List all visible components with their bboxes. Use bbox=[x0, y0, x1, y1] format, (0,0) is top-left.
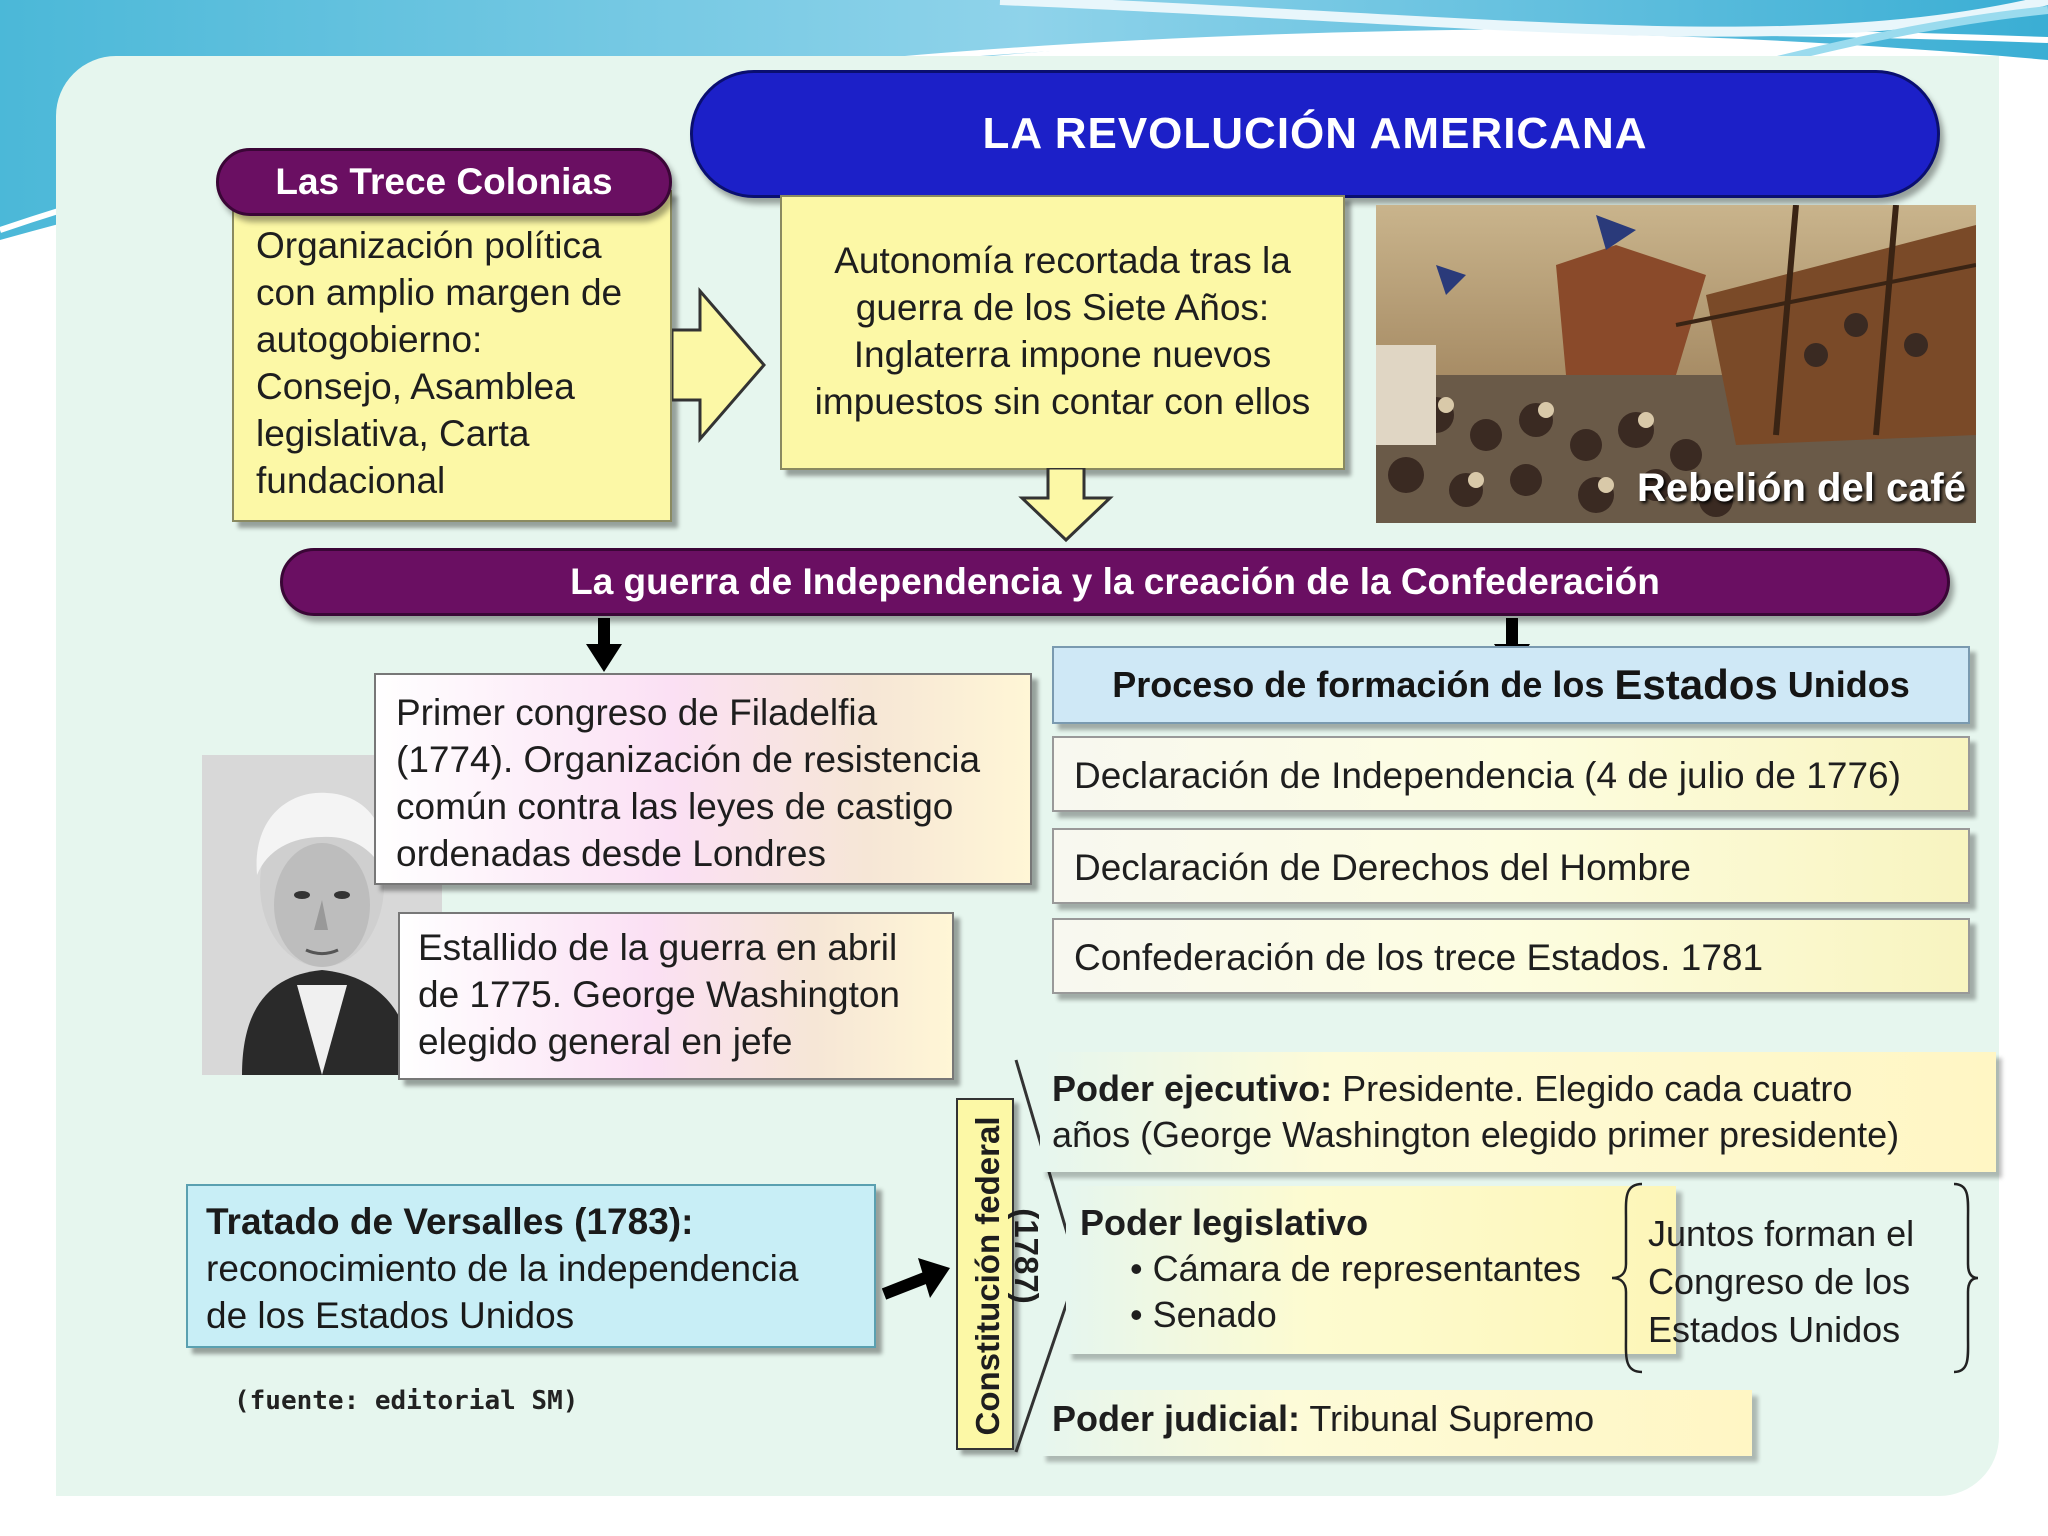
congreso-line: ordenadas desde Londres bbox=[396, 833, 826, 874]
colonias-header: Las Trece Colonias bbox=[216, 148, 672, 216]
congreso-box bbox=[374, 673, 1032, 885]
autonomia-box bbox=[780, 195, 1345, 470]
estallido-line: Estallido de la guerra en abril bbox=[418, 927, 898, 968]
ejecutivo-text-1: Presidente. Elegido cada cuatro bbox=[1332, 1068, 1853, 1109]
colonias-line: autogobierno: bbox=[256, 319, 483, 360]
congreso-note-line: Congreso de los bbox=[1648, 1261, 1911, 1302]
legislativo-panel bbox=[1066, 1186, 1676, 1354]
tratado-arrow bbox=[882, 1254, 952, 1304]
proceso-header-prefix: Proceso de formación de los bbox=[1112, 664, 1615, 705]
legislativo-title: Poder legislativo bbox=[1080, 1202, 1369, 1243]
proceso-item bbox=[1052, 736, 1970, 812]
congreso-note bbox=[1648, 1210, 1948, 1360]
main-title: LA REVOLUCIÓN AMERICANA bbox=[690, 70, 1940, 198]
proceso-header bbox=[1052, 646, 1970, 724]
ejecutivo-line-1 bbox=[1052, 1066, 1996, 1112]
congreso-note-line: Estados Unidos bbox=[1648, 1309, 1901, 1350]
tratado-line: de los Estados Unidos bbox=[206, 1295, 575, 1336]
congreso-line: Primer congreso de Filadelfia bbox=[396, 692, 878, 733]
proceso-item-text: Declaración de Independencia (4 de julio de 1776) bbox=[1074, 755, 1901, 796]
legislativo-item: • Senado bbox=[1130, 1294, 1277, 1335]
proceso-header-suffix: Unidos bbox=[1777, 664, 1910, 705]
autonomia-line: guerra de los Siete Años: bbox=[855, 287, 1270, 328]
ejecutivo-text-2: años (George Washington elegido primer presidente) bbox=[1052, 1114, 1900, 1155]
colonias-box bbox=[232, 190, 672, 522]
constitucion-text: Constitución federal bbox=[969, 1116, 1006, 1436]
constitucion-year-text: (1787) bbox=[1008, 1208, 1045, 1304]
guerra-banner: La guerra de Independencia y la creación de la Confederación bbox=[280, 548, 1950, 616]
congreso-line: común contra las leyes de castigo bbox=[396, 786, 954, 827]
tratado-box bbox=[186, 1184, 876, 1348]
painting-caption: Rebelión del café bbox=[1637, 466, 1966, 510]
autonomia-line: Inglaterra impone nuevos bbox=[853, 334, 1272, 375]
proceso-item-text: Confederación de los trece Estados. 1781 bbox=[1074, 937, 1764, 978]
proceso-item bbox=[1052, 918, 1970, 994]
legislativo-item-text: Cámara de representantes bbox=[1152, 1248, 1581, 1289]
note-brace-right bbox=[1950, 1180, 1980, 1376]
estallido-box bbox=[398, 912, 954, 1080]
colonias-line: legislativa, Carta bbox=[256, 413, 530, 454]
colonias-line: fundacional bbox=[256, 460, 446, 501]
proceso-item-text: Declaración de Derechos del Hombre bbox=[1074, 847, 1691, 888]
legislativo-item-text: Senado bbox=[1152, 1294, 1277, 1335]
colonias-line: Organización política bbox=[256, 225, 602, 266]
proceso-item bbox=[1052, 828, 1970, 904]
tratado-line: reconocimiento de la independencia bbox=[206, 1248, 799, 1289]
congreso-line: (1774). Organización de resistencia bbox=[396, 739, 981, 780]
colonias-line: Consejo, Asamblea bbox=[256, 366, 575, 407]
proceso-header-big: Estados bbox=[1614, 661, 1778, 708]
ejecutivo-title: Poder ejecutivo: bbox=[1052, 1068, 1333, 1109]
ejecutivo-panel bbox=[1040, 1052, 1996, 1172]
right-arrow bbox=[672, 285, 772, 445]
judicial-text: Tribunal Supremo bbox=[1300, 1398, 1595, 1439]
autonomia-line: impuestos sin contar con ellos bbox=[814, 381, 1311, 422]
source-note: (fuente: editorial SM) bbox=[234, 1386, 579, 1416]
estallido-line: de 1775. George Washington bbox=[418, 974, 901, 1015]
judicial-panel bbox=[1040, 1390, 1752, 1456]
estallido-line: elegido general en jefe bbox=[418, 1021, 793, 1062]
colonias-line: con amplio margen de bbox=[256, 272, 623, 313]
legislativo-item: • Cámara de representantes bbox=[1130, 1248, 1581, 1289]
judicial-title: Poder judicial: bbox=[1052, 1398, 1301, 1439]
down-arrow bbox=[1018, 468, 1114, 544]
tratado-title: Tratado de Versalles (1783): bbox=[206, 1201, 694, 1242]
down-arrow-left bbox=[586, 618, 622, 672]
legislativo-brace bbox=[1608, 1180, 1648, 1376]
autonomia-line: Autonomía recortada tras la bbox=[834, 240, 1291, 281]
congreso-note-line: Juntos forman el bbox=[1648, 1213, 1915, 1254]
